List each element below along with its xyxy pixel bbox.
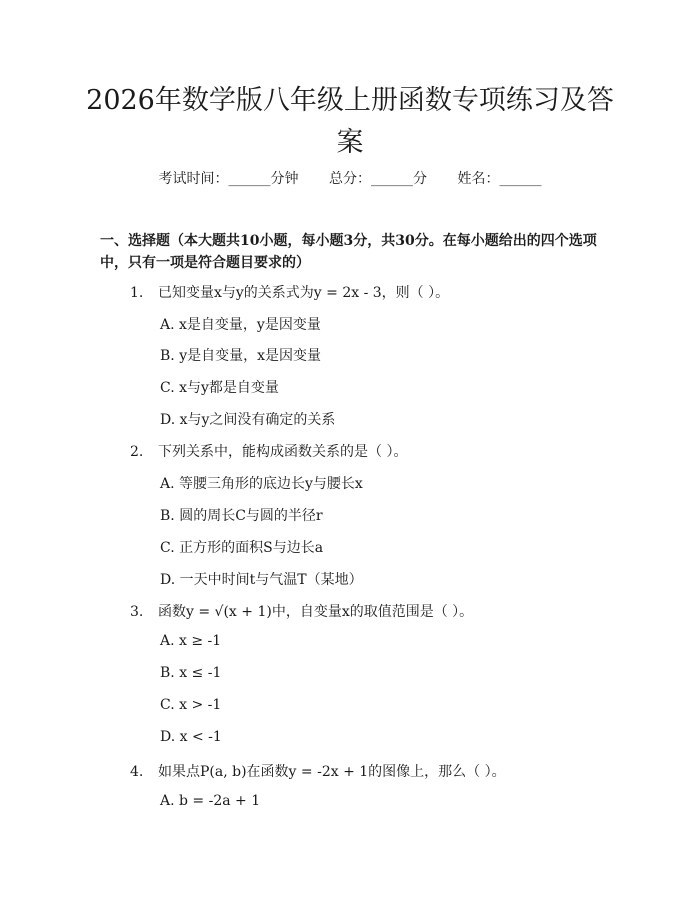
question-1 — [130, 282, 449, 302]
question-text: 下列关系中，能构成函数关系的是（ ）。 — [158, 444, 408, 460]
exam-name: 姓名：______ — [457, 171, 542, 187]
question-2 — [130, 441, 407, 461]
question-number: 1. — [130, 285, 144, 301]
question-1-option-a: A. x是自变量，y是因变量 — [160, 317, 321, 333]
question-text: 函数y = √(x + 1)中，自变量x的取值范围是（ ）。 — [158, 604, 474, 620]
question-3 — [130, 601, 473, 621]
question-number: 4. — [130, 764, 144, 780]
question-3-option-b: B. x ≤ -1 — [160, 665, 222, 681]
document-title: 2026年数学版八年级上册函数专项练习及答案 — [86, 85, 614, 158]
section-heading: 一、选择题（本大题共10小题，每小题3分，共30分。在每小题给出的四个选项中，只有一项是符合题目要求的） — [100, 233, 597, 271]
question-4 — [130, 761, 506, 781]
exam-info — [0, 168, 700, 188]
question-text: 如果点P(a, b)在函数y = -2x + 1的图像上，那么（ ）。 — [158, 764, 506, 780]
exam-score: 总分：______分 — [329, 171, 427, 187]
question-number: 3. — [130, 604, 144, 620]
question-3-option-a: A. x ≥ -1 — [160, 633, 222, 649]
question-2-option-d: D. 一天中时间t与气温T（某地） — [160, 572, 363, 588]
question-3-option-c: C. x > -1 — [160, 697, 222, 713]
question-4-option-a: A. b = -2a + 1 — [160, 793, 261, 809]
question-text: 已知变量x与y的关系式为y = 2x - 3，则（ ）。 — [158, 285, 450, 301]
question-1-option-c: C. x与y都是自变量 — [160, 380, 279, 396]
question-1-option-b: B. y是自变量，x是因变量 — [160, 348, 321, 364]
question-2-option-b: B. 圆的周长C与圆的半径r — [160, 508, 323, 524]
question-2-option-a: A. 等腰三角形的底边长y与腰长x — [160, 476, 363, 492]
question-number: 2. — [130, 444, 144, 460]
question-3-option-d: D. x < -1 — [160, 729, 222, 745]
question-1-option-d: D. x与y之间没有确定的关系 — [160, 412, 336, 428]
question-2-option-c: C. 正方形的面积S与边长a — [160, 540, 324, 556]
exam-time: 考试时间：______分钟 — [158, 171, 299, 187]
